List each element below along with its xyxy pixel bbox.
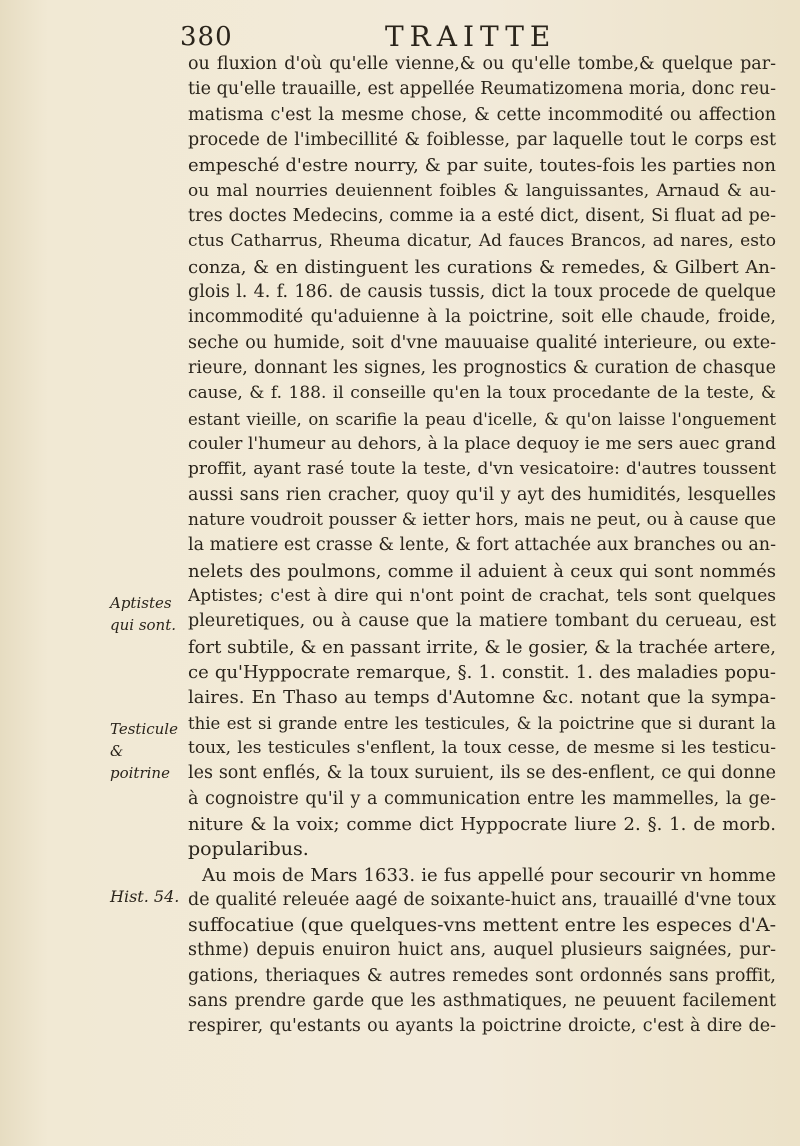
text-line: tres doctes Medecins, comme ia a esté dict, disent, Si fluat ad pe- — [188, 205, 776, 226]
page-number: 380 — [180, 22, 233, 52]
text-line: ctus Catharrus, Rheuma dicatur, Ad fauces Brancos, ad nares, esto — [188, 231, 776, 252]
text-line: de qualité releuée aagé de soixante-huict ans, trauaillé d'vne toux — [188, 889, 776, 910]
text-line: respirer, qu'estants ou ayants la poictrine droicte, c'est à dire de- — [188, 1016, 776, 1037]
margin-note-line: Hist. 54. — [110, 887, 180, 906]
text-line: niture & la voix; comme dict Hyppocrate liure 2. §. 1. de morb. — [188, 813, 776, 835]
text-line: incommodité qu'aduienne à la poictrine, soit elle chaude, froide, — [188, 307, 776, 328]
margin-note-line: Testicule — [110, 720, 178, 738]
text-line: la matiere est crasse & lente, & fort attachée aux branches ou an- — [188, 535, 776, 556]
text-line: thie est si grande entre les testicules, & la poictrine que si durant la — [188, 713, 776, 733]
text-line: Au mois de Mars 1633. ie fus appellé pour secourir vn homme — [202, 864, 776, 886]
margin-note-aptistes — [110, 592, 188, 636]
body-text — [188, 52, 776, 1040]
margin-note-testicule — [110, 718, 188, 784]
text-line: ou fluxion d'où qu'elle vienne,& ou qu'elle tombe,& quelque par- — [188, 54, 776, 74]
text-line: sans prendre garde que les asthmatiques, ne peuuent facilement — [188, 991, 776, 1012]
text-line: popularibus. — [188, 838, 309, 861]
text-line: nature voudroit pousser & ietter hors, mais ne peut, ou à cause que — [188, 509, 776, 530]
text-line: proffit, ayant rasé toute la teste, d'vn vesicatoire: d'autres toussent — [188, 459, 776, 480]
text-line: sthme) depuis enuiron huict ans, auquel plusieurs saignées, pur- — [188, 940, 776, 961]
text-line: cause, & f. 188. il conseille qu'en la toux procedante de la teste, & — [188, 383, 776, 404]
text-line: aussi sans rien cracher, quoy qu'il y ayt des humidités, lesquelles — [188, 484, 776, 505]
text-line: rieure, donnant les signes, les prognostics & curation de chasque — [188, 357, 776, 378]
text-line: nelets des poulmons, comme il aduient à ceux qui sont nommés — [188, 560, 776, 582]
page-header — [180, 18, 780, 54]
text-line: estant vieille, on scarifie la peau d'icelle, & qu'on laisse l'onguement — [188, 409, 776, 429]
margin-note-line: qui sont. — [110, 616, 177, 634]
margin-note-line: & poitrine — [110, 742, 170, 782]
text-line: pleuretiques, ou à cause que la matiere tombant du cerueau, est — [188, 611, 776, 632]
text-line: laires. En Thaso au temps d'Automne &c. notant que la sympa- — [188, 687, 776, 709]
text-line: gations, theriaques & autres remedes sont ordonnés sans proffit, — [188, 965, 776, 986]
running-head: TRAITTE — [385, 20, 557, 53]
margin-note-hist — [110, 886, 188, 908]
text-line: matisma c'est la mesme chose, & cette incommodité ou affection — [188, 104, 776, 125]
text-line: ou mal nourries deuiennent foibles & languissantes, Arnaud & au- — [188, 180, 776, 201]
text-line: empesché d'estre nourry, & par suite, toutes-fois les parties non — [188, 155, 776, 177]
text-line: seche ou humide, soit d'vne mauuaise qualité interieure, ou exte- — [188, 332, 776, 353]
text-line: couler l'humeur au dehors, à la place dequoy ie me sers auec grand — [188, 433, 776, 454]
text-line: Aptistes; c'est à dire qui n'ont point de crachat, tels sont quelques — [188, 585, 776, 606]
text-line: ce qu'Hyppocrate remarque, §. 1. constit. 1. des maladies popu- — [188, 661, 776, 683]
text-line: conza, & en distinguent les curations & remedes, & Gilbert An- — [188, 256, 776, 278]
text-line: fort subtile, & en passant irrite, & le gosier, & la trachée artere, — [188, 636, 776, 658]
text-line: procede de l'imbecillité & foiblesse, par laquelle tout le corps est — [188, 129, 776, 150]
text-line: les sont enflés, & la toux suruient, ils se des-enflent, ce qui donne — [188, 763, 776, 784]
text-line: toux, les testicules s'enflent, la toux cesse, de mesme si les testicu- — [188, 737, 776, 758]
text-line: glois l. 4. f. 186. de causis tussis, dict la toux procede de quelque — [188, 281, 776, 302]
text-line: à cognoistre qu'il y a communication entre les mammelles, la ge- — [188, 788, 776, 809]
text-line: suffocatiue (que quelques-vns mettent entre les especes d'A- — [188, 914, 776, 937]
text-line: tie qu'elle trauaille, est appellée Reumatizomena moria, donc reu- — [188, 79, 776, 100]
margin-note-line: Aptistes — [110, 594, 172, 612]
